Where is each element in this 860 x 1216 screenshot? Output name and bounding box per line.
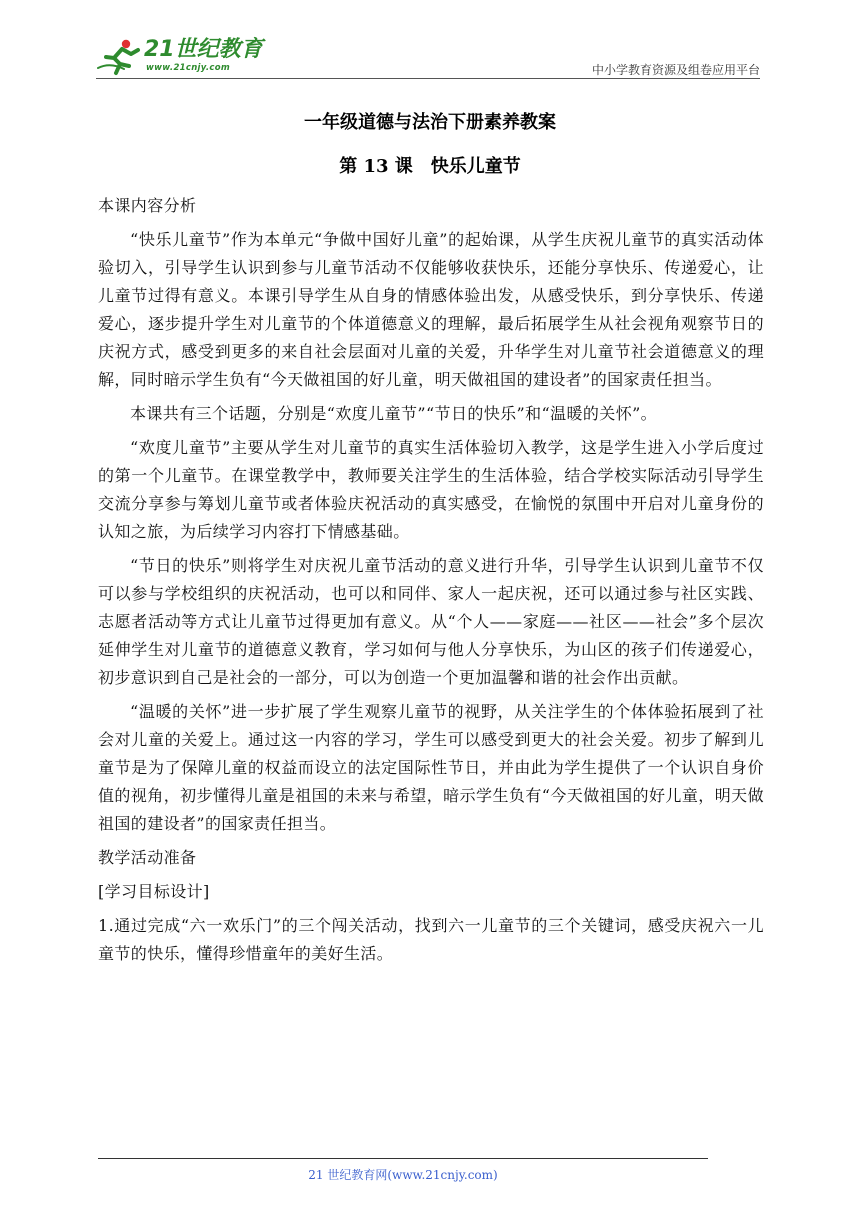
paragraph: 本课共有三个话题，分别是“欢度儿童节”“节日的快乐”和“温暖的关怀”。 xyxy=(130,404,658,423)
header-divider xyxy=(96,78,760,79)
document-title: 一年级道德与法治下册素养教案 xyxy=(304,112,556,133)
platform-name: 中小学教育资源及组卷应用平台 xyxy=(591,63,760,77)
paragraph: [学习目标设计] xyxy=(98,882,210,901)
document-body xyxy=(98,192,764,974)
running-figure-logo-icon xyxy=(96,38,142,76)
footer-divider xyxy=(98,1158,708,1159)
logo xyxy=(96,36,266,78)
paragraph: “节日的快乐”则将学生对庆祝儿童节活动的意义进行升华，引导学生认识到儿童节不仅可以参与学校组织的庆祝活动，也可以和同伴、家人一起庆祝，还可以通过参与社区实践、志愿者活动等方式让儿童节过得更加有意义。从“个人——家庭——社区——社会”多个层次延伸学生对儿童节的道德意义教育，学习如何与他人分享快乐，为山区的孩子们传递爱心，初步意识到自己是社会的一部分，可以为创造一个更加温馨和谐的社会作出贡献。 xyxy=(98,556,764,687)
paragraph: “温暖的关怀”进一步扩展了学生观察儿童节的视野，从关注学生的个体体验拓展到了社会对儿童的关爱上。通过这一内容的学习，学生可以感受到更大的社会关爱。初步了解到儿童节是为了保障儿童的权益而设立的法定国际性节日，并由此为学生提供了一个认识自身价值的视角，初步懂得儿童是祖国的未来与希望，暗示学生负有“今天做祖国的好儿童，明天做祖国的建设者”的国家责任担当。 xyxy=(98,702,764,833)
page-header xyxy=(96,36,760,80)
paragraph: 教学活动准备 xyxy=(98,848,197,867)
paragraph: 本课内容分析 xyxy=(98,196,197,215)
logo-url: www.21cnjy.com xyxy=(146,63,230,73)
footer-link[interactable]: 21 世纪教育网(www.21cnjy.com) xyxy=(308,1168,498,1182)
paragraph: 1.通过完成“六一欢乐门”的三个闯关活动，找到六一儿童节的三个关键词，感受庆祝六一儿童节的快乐，懂得珍惜童年的美好生活。 xyxy=(98,916,764,963)
logo-text: 21世纪教育 xyxy=(144,37,263,62)
paragraph: “欢度儿童节”主要从学生对儿童节的真实生活体验切入教学，这是学生进入小学后度过的第一个儿童节。在课堂教学中，教师要关注学生的生活体验，结合学校实际活动引导学生交流分享参与筹划儿童节或者体验庆祝活动的真实感受，在愉悦的氛围中开启对儿童身份的认知之旅，为后续学习内容打下情感基础。 xyxy=(98,438,764,541)
paragraph: “快乐儿童节”作为本单元“争做中国好儿童”的起始课，从学生庆祝儿童节的真实活动体验切入，引导学生认识到参与儿童节活动不仅能够收获快乐，还能分享快乐、传递爱心，让儿童节过得有意义。本课引导学生从自身的情感体验出发，从感受快乐，到分享快乐、传递爱心，逐步提升学生对儿童节的个体道德意义的理解，最后拓展学生从社会视角观察节日的庆祝方式，感受到更多的来自社会层面对儿童的关爱，升华学生对儿童节社会道德意义的理解，同时暗示学生负有“今天做祖国的好儿童，明天做祖国的建设者”的国家责任担当。 xyxy=(98,230,764,389)
lesson-title: 第 13 课 快乐儿童节 xyxy=(339,156,521,177)
